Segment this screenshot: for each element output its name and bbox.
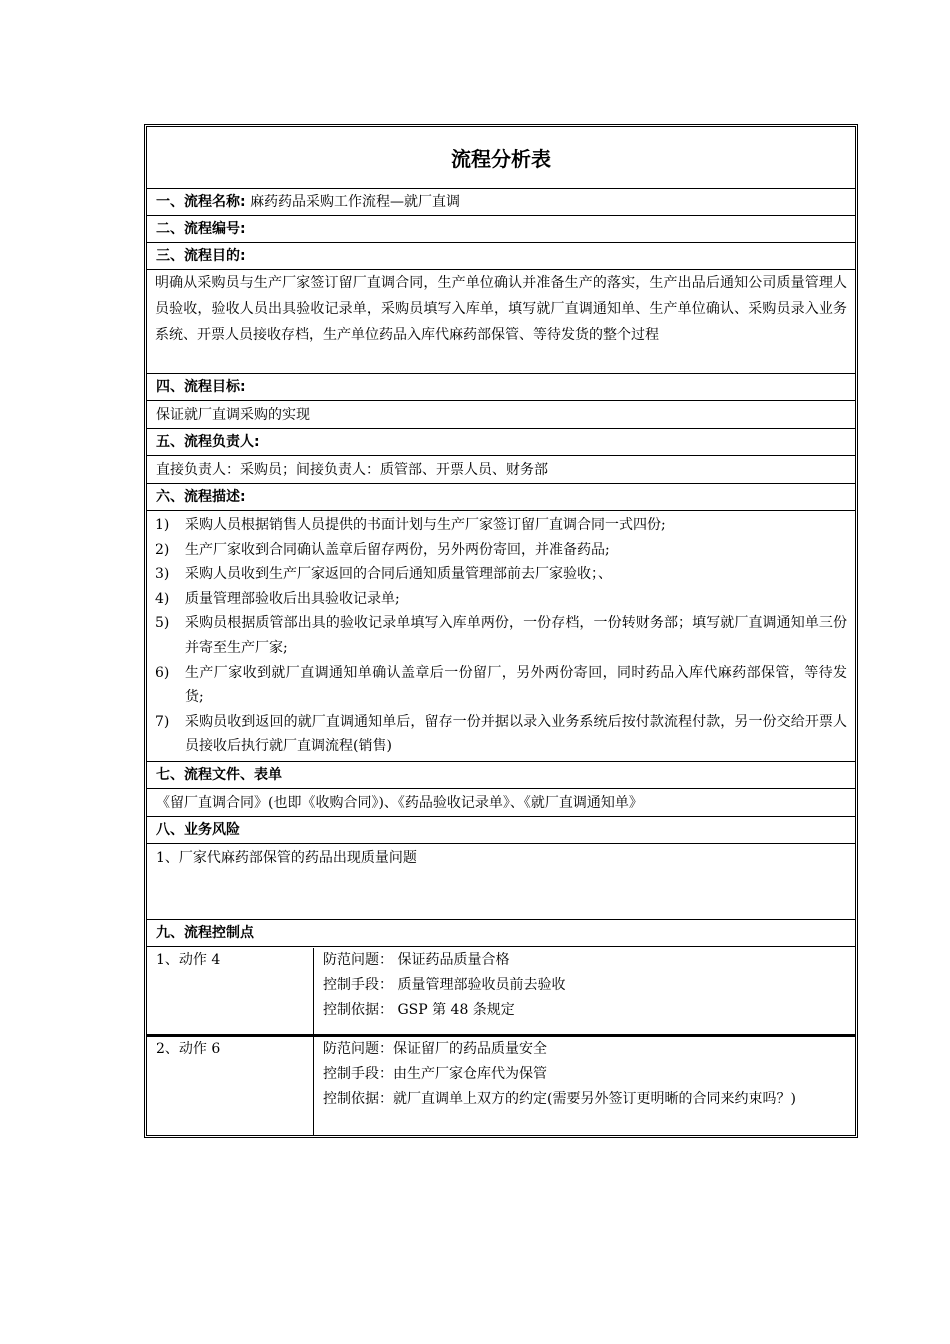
control-basis: 控制依据：就厂直调单上双方的约定(需要另外签订更明晰的合同来约束吗？) — [323, 1090, 796, 1107]
process-owner-label: 五、流程负责人: — [156, 434, 260, 450]
process-number-row — [147, 216, 855, 243]
control-point-action: 1、动作 4 — [147, 948, 314, 1034]
step-text: 采购员收到返回的就厂直调通知单后，留存一份并据以录入业务系统后按付款流程付款，另一份交给开票人员接收后执行就厂直调流程(销售) — [185, 713, 847, 755]
business-risk-header — [147, 817, 855, 844]
process-goal-text: 保证就厂直调采购的实现 — [156, 407, 310, 423]
step-text: 生产厂家收到就厂直调通知单确认盖章后一份留厂，另外两份寄回，同时药品入库代麻药部保管，等待发货; — [185, 664, 847, 706]
list-item — [155, 611, 847, 660]
step-number: 7) — [155, 713, 170, 730]
business-risk-label: 八、业务风险 — [156, 821, 240, 838]
control-means: 控制手段： 质量管理部验收员前去验收 — [323, 976, 566, 993]
process-number-label: 二、流程编号: — [156, 221, 246, 237]
control-point-action: 2、动作 6 — [147, 1037, 314, 1135]
process-goal-body — [147, 401, 855, 429]
process-documents-label: 七、流程文件、表单 — [156, 766, 282, 783]
step-number: 4) — [155, 590, 170, 607]
process-name-row — [147, 189, 855, 216]
control-basis: 控制依据： GSP 第 48 条规定 — [323, 1001, 515, 1018]
table-title-row — [147, 127, 855, 189]
process-purpose-text: 明确从采购员与生产厂家签订留厂直调合同，生产单位确认并准备生产的落实，生产出品后通知公司质量管理人员验收，验收人员出具验收记录单，采购员填写入库单，填写就厂直调通知单、生产单位确认、采购员录入业务系统、开票人员接收存档，生产单位药品入库代麻药部保管、等待发货的整个过程 — [155, 275, 847, 343]
process-description-body — [147, 511, 855, 762]
step-number: 2) — [155, 541, 170, 558]
control-points-label: 九、流程控制点 — [156, 924, 254, 941]
business-risk-text: 1、厂家代麻药部保管的药品出现质量问题 — [156, 849, 417, 866]
step-number: 6) — [155, 664, 170, 681]
list-item — [155, 587, 847, 612]
business-risk-body — [147, 844, 855, 920]
control-means: 控制手段：由生产厂家仓库代为保管 — [323, 1065, 547, 1082]
process-owner-text: 直接负责人：采购员；间接负责人：质管部、开票人员、财务部 — [156, 462, 548, 478]
control-prevent: 防范问题： 保证药品质量合格 — [323, 951, 510, 968]
step-number: 3) — [155, 566, 170, 583]
step-text: 生产厂家收到合同确认盖章后留存两份，另外两份寄回，并准备药品; — [185, 541, 610, 558]
process-description-label: 六、流程描述: — [156, 489, 246, 505]
step-number: 5) — [155, 615, 170, 632]
page-title: 流程分析表 — [451, 147, 551, 171]
step-number: 1) — [155, 517, 170, 533]
process-documents-header — [147, 762, 855, 789]
process-purpose-label: 三、流程目的: — [156, 248, 246, 264]
process-goal-header — [147, 374, 855, 401]
list-item — [155, 661, 847, 710]
process-description-header — [147, 484, 855, 511]
control-prevent: 防范问题：保证留厂的药品质量安全 — [323, 1040, 547, 1057]
process-documents-text: 《留厂直调合同》(也即《收购合同》)、《药品验收记录单》、《就厂直调通知单》 — [156, 794, 643, 811]
list-item — [155, 710, 847, 759]
list-item — [155, 538, 847, 563]
process-name-label: 一、流程名称: — [156, 194, 246, 210]
process-analysis-table — [144, 124, 858, 1138]
control-point-row — [147, 1035, 855, 1135]
process-owner-body — [147, 456, 855, 484]
process-name-value: 麻药药品采购工作流程—就厂直调 — [250, 194, 461, 210]
process-purpose-header — [147, 243, 855, 270]
list-item — [155, 513, 847, 538]
control-point-details — [314, 948, 855, 1034]
process-purpose-body — [147, 270, 855, 374]
step-text: 采购人员收到生产厂家返回的合同后通知质量管理部前去厂家验收；、 — [185, 566, 612, 583]
control-points-header — [147, 920, 855, 947]
process-documents-body — [147, 789, 855, 817]
control-point-row — [147, 947, 855, 1035]
list-item — [155, 562, 847, 587]
step-text: 采购员根据质管部出具的验收记录单填写入库单两份，一份存档，一份转财务部；填写就厂直调通知单三份并寄至生产厂家; — [185, 615, 847, 656]
process-goal-label: 四、流程目标: — [156, 379, 246, 395]
process-owner-header — [147, 429, 855, 456]
step-text: 采购人员根据销售人员提供的书面计划与生产厂家签订留厂直调合同一式四份; — [185, 517, 666, 533]
step-text: 质量管理部验收后出具验收记录单; — [185, 590, 400, 607]
control-point-details — [314, 1037, 855, 1135]
